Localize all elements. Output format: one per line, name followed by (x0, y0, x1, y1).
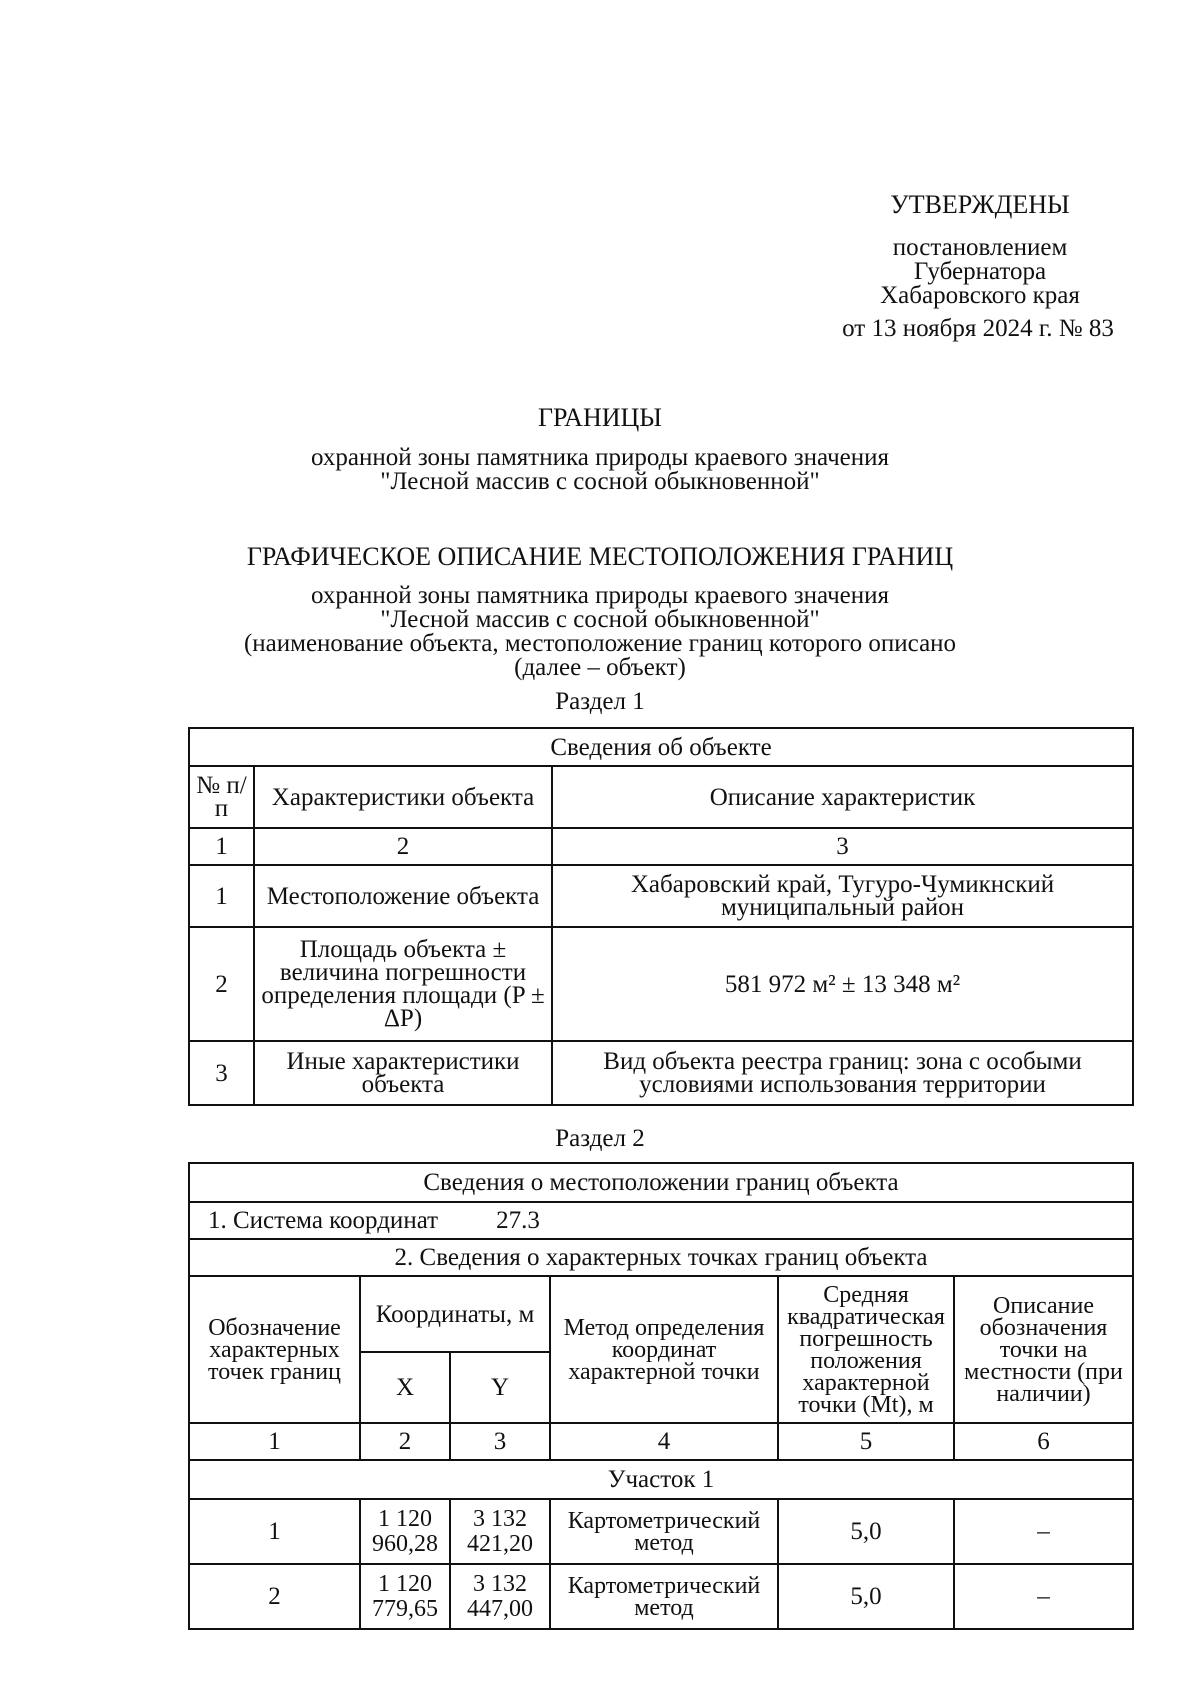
row-characteristic: Иные характеристики объекта (254, 1041, 552, 1105)
row-description: 581 972 м² ± 13 348 м² (552, 927, 1133, 1041)
approval-line-2: Губернатора (913, 258, 1047, 285)
method: Картометрический метод (550, 1564, 778, 1629)
approval-block (780, 190, 1180, 342)
x-coordinate (360, 1564, 450, 1629)
table-row (189, 1041, 1133, 1105)
graphic-line-1: охранной зоны памятника природы краевого значения (310, 582, 890, 609)
coordinate-system-row (189, 1202, 1133, 1239)
row-number: 3 (189, 1041, 254, 1105)
header-coordinates: Координаты, м (360, 1276, 550, 1352)
header-number: № п/п (189, 766, 254, 828)
header-method: Метод определения координат характерной точки (550, 1276, 778, 1423)
y-coordinate-part: 421,20 (467, 1530, 533, 1557)
col-number: 3 (450, 1423, 550, 1460)
point-id: 2 (189, 1564, 360, 1629)
x-coordinate-part: 1 120 (378, 1505, 432, 1532)
method: Картометрический метод (550, 1499, 778, 1564)
document-title: ГРАНИЦЫ (538, 403, 662, 432)
x-coordinate (360, 1499, 450, 1564)
points-title: 2. Сведения о характерных точках границ объекта (189, 1239, 1133, 1276)
object-info-table (188, 727, 1134, 1106)
table-title: Сведения об объекте (189, 728, 1133, 766)
graphic-line-2: "Лесной массив с сосной обыкновенной" (380, 606, 820, 633)
table-row (189, 1564, 1133, 1629)
table-row (189, 1499, 1133, 1564)
row-characteristic: Площадь объекта ± величина погрешности определения площади (P ± ΔP) (254, 927, 552, 1041)
x-coordinate-part: 960,28 (372, 1530, 438, 1557)
row-description: Хабаровский край, Тугуро-Чумикнский муниципальный район (552, 865, 1133, 927)
table-row (189, 865, 1133, 927)
table-title: Сведения о местоположении границ объекта (189, 1163, 1133, 1202)
approval-line-3: Хабаровского края (880, 282, 1080, 309)
row-number: 1 (189, 865, 254, 927)
header-point: Обозначение характерных точек границ (189, 1276, 360, 1423)
parcel-title: Участок 1 (189, 1460, 1133, 1499)
y-coordinate-part: 3 132 (473, 1570, 527, 1597)
col-number: 2 (360, 1423, 450, 1460)
y-coordinate-part: 447,00 (467, 1595, 533, 1622)
row-description: Вид объекта реестра границ: зона с особыми условиями использования территории (552, 1041, 1133, 1105)
coordinate-system-value: 27.3 (496, 1207, 540, 1234)
header-error: Средняя квадратическая погрешность положения характерной точки (Mt), м (778, 1276, 954, 1423)
boundary-points-table (188, 1162, 1134, 1630)
title-line-1: охранной зоны памятника природы краевого значения (310, 444, 890, 471)
x-coordinate-part: 1 120 (378, 1570, 432, 1597)
point-description: – (954, 1499, 1133, 1564)
approval-heading: УТВЕРЖДЕНЫ (890, 190, 1070, 219)
table-row (189, 927, 1133, 1041)
graphic-heading: ГРАФИЧЕСКОЕ ОПИСАНИЕ МЕСТОПОЛОЖЕНИЯ ГРАНИЦ (246, 542, 954, 571)
header-description: Описание характеристик (552, 766, 1133, 828)
point-id: 1 (189, 1499, 360, 1564)
y-coordinate-part: 3 132 (473, 1505, 527, 1532)
row-number: 2 (189, 927, 254, 1041)
error-value: 5,0 (778, 1564, 954, 1629)
point-description: – (954, 1564, 1133, 1629)
col-number: 5 (778, 1423, 954, 1460)
section1-label: Раздел 1 (555, 688, 645, 715)
approval-date: от 13 ноября 2024 г. № 83 (842, 315, 1114, 342)
x-coordinate-part: 779,65 (372, 1595, 438, 1622)
coordinate-system-label: 1. Система координат (208, 1207, 439, 1234)
graphic-line-4: (далее – объект) (514, 654, 686, 681)
graphic-line-3: (наименование объекта, местоположение границ которого описано (243, 630, 957, 657)
approval-line-1: постановлением (892, 234, 1068, 261)
col-number: 4 (550, 1423, 778, 1460)
header-description: Описание обозначения точки на местности (при наличии) (954, 1276, 1133, 1423)
header-characteristics: Характеристики объекта (254, 766, 552, 828)
row-characteristic: Местоположение объекта (254, 865, 552, 927)
col-number: 2 (254, 828, 552, 865)
col-number: 3 (552, 828, 1133, 865)
y-coordinate (450, 1499, 550, 1564)
col-number: 6 (954, 1423, 1133, 1460)
col-number: 1 (189, 828, 254, 865)
y-coordinate (450, 1564, 550, 1629)
title-line-2: "Лесной массив с сосной обыкновенной" (380, 468, 820, 495)
col-number: 1 (189, 1423, 360, 1460)
header-x: X (360, 1352, 450, 1423)
section2-label: Раздел 2 (555, 1125, 645, 1152)
header-y: Y (450, 1352, 550, 1423)
error-value: 5,0 (778, 1499, 954, 1564)
